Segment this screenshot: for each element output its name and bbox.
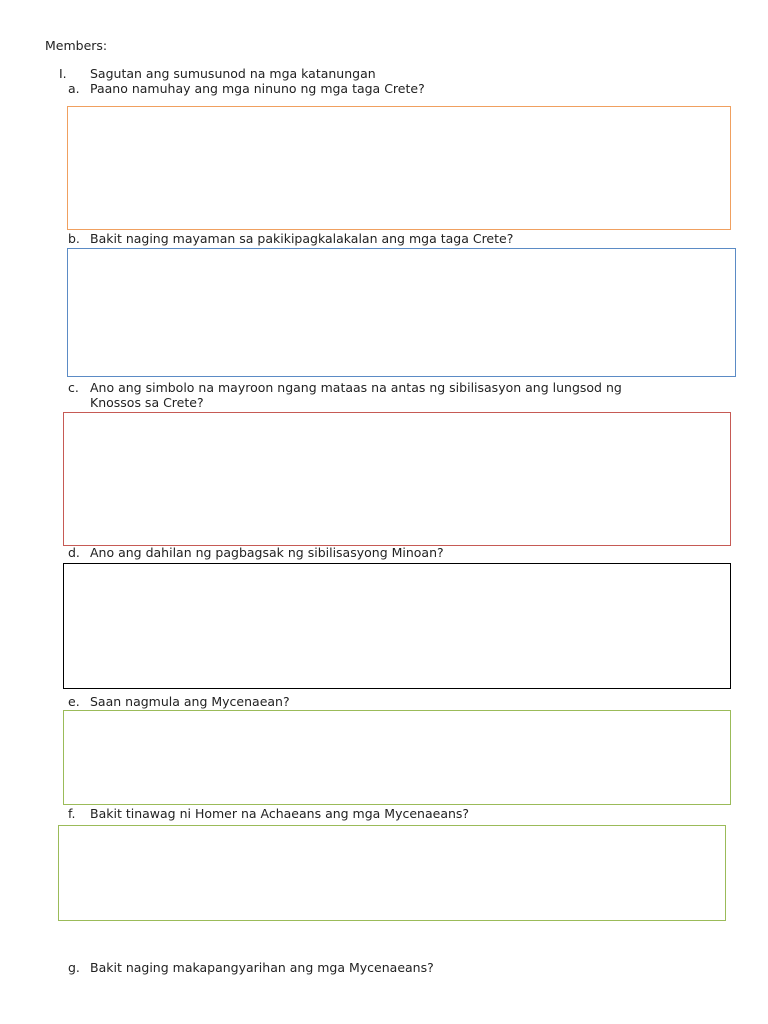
question-a-letter: a. (68, 81, 80, 96)
answer-box-b[interactable] (67, 248, 736, 377)
answer-box-f[interactable] (58, 825, 726, 921)
question-b-letter: b. (68, 231, 80, 246)
question-e-text: Saan nagmula ang Mycenaean? (90, 694, 290, 709)
question-b-text: Bakit naging mayaman sa pakikipagkalakalan ang mga taga Crete? (90, 231, 514, 246)
question-d-text: Ano ang dahilan ng pagbagsak ng sibilisasyong Minoan? (90, 545, 444, 560)
question-g-text: Bakit naging makapangyarihan ang mga Mycenaeans? (90, 960, 434, 975)
question-c-letter: c. (68, 380, 79, 395)
question-c-text-line1: Ano ang simbolo na mayroon ngang mataas na antas ng sibilisasyon ang lungsod ng (90, 380, 622, 395)
question-c-text-line2: Knossos sa Crete? (90, 395, 204, 410)
question-g-letter: g. (68, 960, 80, 975)
question-f-letter: f. (68, 806, 76, 821)
question-e-letter: e. (68, 694, 80, 709)
question-d-letter: d. (68, 545, 80, 560)
members-label: Members: (45, 38, 108, 53)
section-numeral: I. (59, 66, 67, 81)
answer-box-a[interactable] (67, 106, 731, 230)
answer-box-d[interactable] (63, 563, 731, 689)
answer-box-c[interactable] (63, 412, 731, 546)
question-a-text: Paano namuhay ang mga ninuno ng mga taga Crete? (90, 81, 425, 96)
question-f-text: Bakit tinawag ni Homer na Achaeans ang mga Mycenaeans? (90, 806, 470, 821)
answer-box-e[interactable] (63, 710, 731, 805)
section-instruction: Sagutan ang sumusunod na mga katanungan (90, 66, 376, 81)
